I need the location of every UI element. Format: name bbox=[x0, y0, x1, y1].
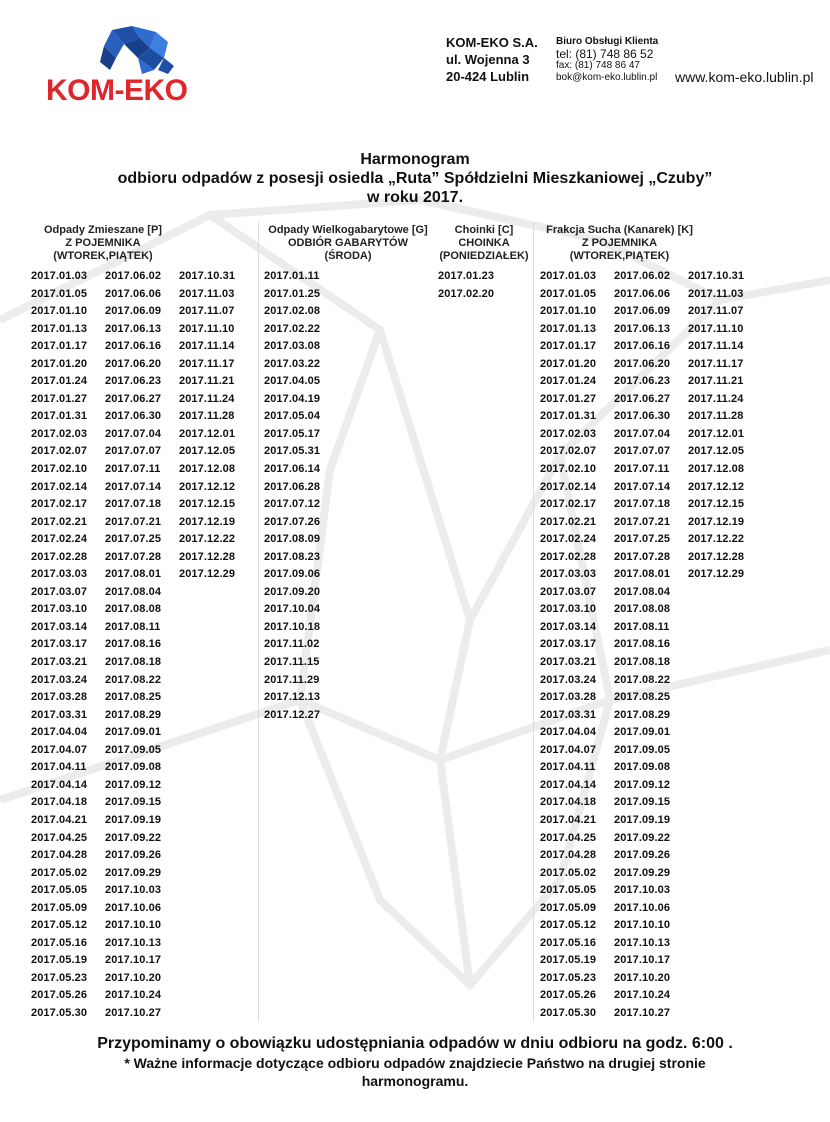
pickup-date: 2017.11.28 bbox=[688, 410, 744, 423]
pickup-date: 2017.07.04 bbox=[105, 427, 162, 440]
pickup-date: 2017.03.31 bbox=[31, 708, 88, 721]
pickup-date: 2017.12.29 bbox=[179, 568, 236, 581]
column-mixed-waste bbox=[28, 224, 253, 1023]
pickup-date: 2017.04.25 bbox=[31, 831, 88, 844]
date-column bbox=[438, 268, 494, 303]
pickup-date: 2017.03.24 bbox=[31, 673, 88, 686]
pickup-date: 2017.08.23 bbox=[264, 550, 321, 563]
pickup-date: 2017.01.11 bbox=[264, 270, 320, 282]
column-dry-fraction bbox=[537, 224, 762, 1023]
pickup-date: 2017.06.06 bbox=[614, 287, 671, 300]
pickup-date: 2017.05.23 bbox=[540, 971, 597, 984]
office-title: Biuro Obsługi Klienta bbox=[556, 36, 659, 47]
pickup-date: 2017.04.19 bbox=[264, 392, 321, 405]
footer-info-line: * Ważne informacje dotyczące odbioru odpadów znajdziecie Państwo na drugiej stronie bbox=[124, 1055, 706, 1071]
pickup-date: 2017.02.28 bbox=[31, 550, 88, 563]
pickup-date: 2017.08.22 bbox=[105, 673, 162, 686]
pickup-date: 2017.04.18 bbox=[31, 796, 88, 809]
pickup-date: 2017.04.14 bbox=[31, 778, 88, 791]
elephant-logo-icon bbox=[98, 24, 178, 76]
pickup-date: 2017.12.19 bbox=[179, 515, 236, 528]
pickup-date: 2017.05.02 bbox=[31, 866, 88, 879]
footer-reminder: Przypominamy o obowiązku udostępniania odpadów w dniu odbioru na godz. 6:00 . bbox=[97, 1035, 733, 1052]
pickup-date: 2017.11.10 bbox=[688, 322, 744, 335]
date-column bbox=[540, 268, 614, 1023]
pickup-date: 2017.10.10 bbox=[105, 919, 162, 932]
pickup-date: 2017.05.19 bbox=[31, 954, 88, 967]
pickup-date: 2017.01.31 bbox=[540, 410, 597, 423]
pickup-date: 2017.10.13 bbox=[105, 936, 162, 949]
pickup-date: 2017.12.12 bbox=[179, 480, 236, 493]
pickup-date: 2017.05.09 bbox=[31, 901, 88, 914]
pickup-date: 2017.01.05 bbox=[31, 287, 88, 300]
pickup-date: 2017.09.05 bbox=[105, 743, 162, 756]
pickup-date: 2017.08.22 bbox=[614, 673, 671, 686]
header bbox=[0, 0, 830, 130]
pickup-date: 2017.07.21 bbox=[614, 515, 671, 528]
column-christmas-trees bbox=[436, 224, 532, 303]
office-fax: fax: (81) 748 86 47 bbox=[556, 60, 640, 71]
pickup-date: 2017.10.27 bbox=[105, 1006, 162, 1019]
pickup-date: 2017.02.14 bbox=[540, 480, 597, 493]
pickup-date: 2017.02.20 bbox=[438, 287, 495, 300]
column-divider bbox=[533, 222, 534, 1022]
pickup-date: 2017.08.16 bbox=[614, 638, 671, 651]
pickup-date: 2017.12.08 bbox=[179, 463, 236, 476]
pickup-date: 2017.12.05 bbox=[688, 445, 745, 458]
company-city: 20-424 Lublin bbox=[446, 69, 530, 84]
pickup-date: 2017.02.07 bbox=[31, 445, 88, 458]
pickup-date: 2017.01.10 bbox=[540, 305, 597, 318]
pickup-date: 2017.10.06 bbox=[614, 901, 671, 914]
column-header: Odpady Wielkogabarytowe [G] ODBIÓR GABARYTÓW (ŚRODA) bbox=[268, 224, 428, 262]
pickup-date: 2017.07.07 bbox=[614, 445, 671, 458]
pickup-date: 2017.12.15 bbox=[179, 498, 236, 511]
pickup-date: 2017.01.23 bbox=[438, 270, 495, 282]
pickup-date: 2017.03.17 bbox=[31, 638, 88, 651]
pickup-date: 2017.09.01 bbox=[614, 726, 671, 739]
pickup-date: 2017.01.05 bbox=[540, 287, 597, 300]
pickup-date: 2017.08.08 bbox=[614, 603, 671, 616]
pickup-date: 2017.10.20 bbox=[614, 971, 671, 984]
document-title bbox=[0, 150, 830, 207]
pickup-date: 2017.09.05 bbox=[614, 743, 671, 756]
pickup-date: 2017.04.07 bbox=[31, 743, 88, 756]
pickup-date: 2017.05.19 bbox=[540, 954, 597, 967]
pickup-date: 2017.02.17 bbox=[540, 498, 597, 511]
pickup-date: 2017.05.05 bbox=[540, 884, 597, 897]
pickup-date: 2017.11.21 bbox=[179, 375, 235, 388]
pickup-date: 2017.08.01 bbox=[105, 568, 162, 581]
logo-text: KOM-EKO bbox=[46, 74, 188, 107]
pickup-date: 2017.12.29 bbox=[688, 568, 745, 581]
pickup-date: 2017.09.08 bbox=[105, 761, 162, 774]
pickup-date: 2017.01.20 bbox=[31, 357, 88, 370]
pickup-date: 2017.10.03 bbox=[105, 884, 162, 897]
footer-info-line-end: harmonogramu. bbox=[361, 1073, 469, 1089]
column-divider bbox=[258, 222, 259, 1022]
pickup-date: 2017.04.05 bbox=[264, 375, 321, 388]
pickup-date: 2017.04.11 bbox=[31, 761, 87, 774]
pickup-date: 2017.06.27 bbox=[614, 392, 671, 405]
pickup-date: 2017.04.21 bbox=[540, 813, 597, 826]
pickup-date: 2017.04.14 bbox=[540, 778, 597, 791]
pickup-date: 2017.12.01 bbox=[688, 427, 745, 440]
pickup-date: 2017.10.13 bbox=[614, 936, 671, 949]
pickup-date: 2017.08.11 bbox=[105, 620, 161, 633]
pickup-date: 2017.05.30 bbox=[31, 1006, 88, 1019]
pickup-date: 2017.09.26 bbox=[105, 849, 162, 862]
pickup-date: 2017.10.17 bbox=[105, 954, 162, 967]
pickup-date: 2017.07.12 bbox=[264, 498, 321, 511]
date-list bbox=[438, 268, 532, 303]
pickup-date: 2017.11.17 bbox=[179, 357, 235, 370]
pickup-date: 2017.08.25 bbox=[105, 691, 162, 704]
pickup-date: 2017.12.22 bbox=[179, 533, 236, 546]
pickup-date: 2017.02.14 bbox=[31, 480, 88, 493]
pickup-date: 2017.10.06 bbox=[105, 901, 162, 914]
office-email[interactable]: bok@kom-eko.lublin.pl bbox=[556, 72, 658, 83]
pickup-date: 2017.09.08 bbox=[614, 761, 671, 774]
pickup-date: 2017.02.28 bbox=[540, 550, 597, 563]
pickup-date: 2017.06.16 bbox=[614, 340, 671, 353]
pickup-date: 2017.09.15 bbox=[614, 796, 671, 809]
pickup-date: 2017.02.10 bbox=[31, 463, 88, 476]
company-address bbox=[446, 34, 538, 85]
pickup-date: 2017.07.11 bbox=[105, 463, 161, 476]
pickup-date: 2017.07.11 bbox=[614, 463, 670, 476]
pickup-date: 2017.10.04 bbox=[264, 603, 321, 616]
pickup-date: 2017.07.26 bbox=[264, 515, 321, 528]
pickup-date: 2017.04.25 bbox=[540, 831, 597, 844]
column-bulky-waste bbox=[262, 224, 434, 724]
pickup-date: 2017.08.09 bbox=[264, 533, 321, 546]
pickup-date: 2017.01.25 bbox=[264, 287, 321, 300]
pickup-date: 2017.08.01 bbox=[614, 568, 671, 581]
pickup-date: 2017.05.04 bbox=[264, 410, 321, 423]
pickup-date: 2017.07.25 bbox=[614, 533, 671, 546]
pickup-date: 2017.01.31 bbox=[31, 410, 88, 423]
pickup-date: 2017.02.07 bbox=[540, 445, 597, 458]
pickup-date: 2017.08.08 bbox=[105, 603, 162, 616]
column-header: Odpady Zmieszane [P] Z POJEMNIKA (WTOREK,PIĄTEK) bbox=[44, 224, 162, 262]
pickup-date: 2017.04.11 bbox=[540, 761, 596, 774]
pickup-date: 2017.02.03 bbox=[31, 427, 88, 440]
pickup-date: 2017.09.19 bbox=[105, 813, 162, 826]
title-line-3: w roku 2017. bbox=[366, 189, 464, 206]
pickup-date: 2017.01.10 bbox=[31, 305, 88, 318]
pickup-date: 2017.02.22 bbox=[264, 322, 321, 335]
title-line-1: Harmonogram bbox=[360, 151, 470, 168]
pickup-date: 2017.09.26 bbox=[614, 849, 671, 862]
pickup-date: 2017.11.03 bbox=[179, 287, 235, 300]
pickup-date: 2017.06.30 bbox=[105, 410, 162, 423]
pickup-date: 2017.09.29 bbox=[105, 866, 162, 879]
pickup-date: 2017.10.18 bbox=[264, 620, 321, 633]
pickup-date: 2017.05.17 bbox=[264, 427, 321, 440]
pickup-date: 2017.11.17 bbox=[688, 357, 744, 370]
pickup-date: 2017.08.18 bbox=[105, 656, 162, 669]
pickup-date: 2017.04.28 bbox=[540, 849, 597, 862]
pickup-date: 2017.11.15 bbox=[264, 656, 320, 669]
pickup-date: 2017.11.24 bbox=[179, 392, 235, 405]
pickup-date: 2017.01.03 bbox=[31, 270, 88, 282]
pickup-date: 2017.07.28 bbox=[105, 550, 162, 563]
pickup-date: 2017.10.17 bbox=[614, 954, 671, 967]
pickup-date: 2017.02.24 bbox=[540, 533, 597, 546]
pickup-date: 2017.07.21 bbox=[105, 515, 162, 528]
pickup-date: 2017.11.07 bbox=[688, 305, 744, 318]
pickup-date: 2017.05.05 bbox=[31, 884, 88, 897]
pickup-date: 2017.09.29 bbox=[614, 866, 671, 879]
pickup-date: 2017.01.27 bbox=[31, 392, 88, 405]
pickup-date: 2017.08.04 bbox=[105, 585, 162, 598]
pickup-date: 2017.01.17 bbox=[31, 340, 88, 353]
pickup-date: 2017.11.21 bbox=[688, 375, 744, 388]
date-list bbox=[540, 268, 762, 1023]
pickup-date: 2017.06.20 bbox=[105, 357, 162, 370]
pickup-date: 2017.10.10 bbox=[614, 919, 671, 932]
pickup-date: 2017.03.31 bbox=[540, 708, 597, 721]
pickup-date: 2017.01.17 bbox=[540, 340, 597, 353]
pickup-date: 2017.12.12 bbox=[688, 480, 745, 493]
pickup-date: 2017.05.30 bbox=[540, 1006, 597, 1019]
pickup-date: 2017.03.03 bbox=[31, 568, 88, 581]
pickup-date: 2017.10.24 bbox=[614, 989, 671, 1002]
pickup-date: 2017.06.30 bbox=[614, 410, 671, 423]
pickup-date: 2017.01.24 bbox=[31, 375, 88, 388]
pickup-date: 2017.08.18 bbox=[614, 656, 671, 669]
pickup-date: 2017.06.09 bbox=[105, 305, 162, 318]
pickup-date: 2017.09.22 bbox=[614, 831, 671, 844]
pickup-date: 2017.05.12 bbox=[540, 919, 597, 932]
pickup-date: 2017.12.05 bbox=[179, 445, 236, 458]
pickup-date: 2017.04.21 bbox=[31, 813, 88, 826]
date-list bbox=[31, 268, 253, 1023]
office-phone: tel: (81) 748 86 52 bbox=[556, 47, 654, 61]
pickup-date: 2017.06.02 bbox=[105, 270, 162, 282]
date-list bbox=[264, 268, 434, 724]
pickup-date: 2017.03.07 bbox=[540, 585, 597, 598]
website-link[interactable]: www.kom-eko.lublin.pl bbox=[675, 69, 814, 85]
date-column bbox=[31, 268, 105, 1023]
pickup-date: 2017.11.28 bbox=[179, 410, 235, 423]
pickup-date: 2017.09.15 bbox=[105, 796, 162, 809]
pickup-date: 2017.05.23 bbox=[31, 971, 88, 984]
pickup-date: 2017.05.26 bbox=[31, 989, 88, 1002]
pickup-date: 2017.05.02 bbox=[540, 866, 597, 879]
pickup-date: 2017.11.10 bbox=[179, 322, 235, 335]
pickup-date: 2017.11.24 bbox=[688, 392, 744, 405]
pickup-date: 2017.03.10 bbox=[31, 603, 88, 616]
pickup-date: 2017.06.02 bbox=[614, 270, 671, 282]
pickup-date: 2017.05.26 bbox=[540, 989, 597, 1002]
pickup-date: 2017.06.13 bbox=[105, 322, 162, 335]
pickup-date: 2017.07.18 bbox=[105, 498, 162, 511]
pickup-date: 2017.01.13 bbox=[31, 322, 88, 335]
pickup-date: 2017.11.14 bbox=[688, 340, 744, 353]
pickup-date: 2017.03.10 bbox=[540, 603, 597, 616]
pickup-date: 2017.10.27 bbox=[614, 1006, 671, 1019]
pickup-date: 2017.12.22 bbox=[688, 533, 745, 546]
pickup-date: 2017.03.03 bbox=[540, 568, 597, 581]
pickup-date: 2017.06.28 bbox=[264, 480, 321, 493]
pickup-date: 2017.05.31 bbox=[264, 445, 321, 458]
pickup-date: 2017.12.01 bbox=[179, 427, 236, 440]
pickup-date: 2017.11.29 bbox=[264, 673, 320, 686]
pickup-date: 2017.10.31 bbox=[179, 270, 236, 282]
pickup-date: 2017.06.09 bbox=[614, 305, 671, 318]
pickup-date: 2017.02.08 bbox=[264, 305, 321, 318]
pickup-date: 2017.03.14 bbox=[31, 620, 88, 633]
date-column bbox=[688, 268, 762, 1023]
pickup-date: 2017.09.12 bbox=[614, 778, 671, 791]
company-name: KOM-EKO S.A. bbox=[446, 35, 538, 50]
pickup-date: 2017.03.28 bbox=[31, 691, 88, 704]
pickup-date: 2017.03.24 bbox=[540, 673, 597, 686]
pickup-date: 2017.06.23 bbox=[105, 375, 162, 388]
date-column bbox=[179, 268, 253, 1023]
footer-notice bbox=[0, 1034, 830, 1090]
pickup-date: 2017.02.21 bbox=[540, 515, 597, 528]
pickup-date: 2017.04.04 bbox=[540, 726, 597, 739]
pickup-date: 2017.01.03 bbox=[540, 270, 597, 282]
pickup-date: 2017.01.20 bbox=[540, 357, 597, 370]
pickup-date: 2017.06.06 bbox=[105, 287, 162, 300]
pickup-date: 2017.04.18 bbox=[540, 796, 597, 809]
pickup-date: 2017.03.21 bbox=[31, 656, 88, 669]
pickup-date: 2017.07.25 bbox=[105, 533, 162, 546]
date-column bbox=[614, 268, 688, 1023]
pickup-date: 2017.12.13 bbox=[264, 691, 321, 704]
column-header: Choinki [C] CHOINKA (PONIEDZIAŁEK) bbox=[439, 224, 529, 262]
pickup-date: 2017.07.14 bbox=[105, 480, 162, 493]
pickup-date: 2017.01.13 bbox=[540, 322, 597, 335]
pickup-date: 2017.09.19 bbox=[614, 813, 671, 826]
pickup-date: 2017.09.22 bbox=[105, 831, 162, 844]
pickup-date: 2017.06.16 bbox=[105, 340, 162, 353]
pickup-date: 2017.06.23 bbox=[614, 375, 671, 388]
date-column bbox=[105, 268, 179, 1023]
pickup-date: 2017.05.12 bbox=[31, 919, 88, 932]
customer-office bbox=[556, 36, 658, 84]
pickup-date: 2017.11.07 bbox=[179, 305, 235, 318]
pickup-date: 2017.03.07 bbox=[31, 585, 88, 598]
pickup-date: 2017.03.22 bbox=[264, 357, 321, 370]
column-header: Frakcja Sucha (Kanarek) [K] Z POJEMNIKA (WTOREK,PIĄTEK) bbox=[546, 224, 693, 262]
company-street: ul. Wojenna 3 bbox=[446, 52, 530, 67]
pickup-date: 2017.12.27 bbox=[264, 708, 321, 721]
pickup-date: 2017.11.03 bbox=[688, 287, 744, 300]
pickup-date: 2017.02.03 bbox=[540, 427, 597, 440]
pickup-date: 2017.05.09 bbox=[540, 901, 597, 914]
pickup-date: 2017.11.14 bbox=[179, 340, 235, 353]
pickup-date: 2017.05.16 bbox=[31, 936, 88, 949]
pickup-date: 2017.01.27 bbox=[540, 392, 597, 405]
pickup-date: 2017.06.20 bbox=[614, 357, 671, 370]
pickup-date: 2017.07.18 bbox=[614, 498, 671, 511]
pickup-date: 2017.10.24 bbox=[105, 989, 162, 1002]
pickup-date: 2017.09.12 bbox=[105, 778, 162, 791]
pickup-date: 2017.08.16 bbox=[105, 638, 162, 651]
pickup-date: 2017.02.17 bbox=[31, 498, 88, 511]
pickup-date: 2017.08.29 bbox=[105, 708, 162, 721]
pickup-date: 2017.08.11 bbox=[614, 620, 670, 633]
pickup-date: 2017.10.20 bbox=[105, 971, 162, 984]
pickup-date: 2017.12.19 bbox=[688, 515, 745, 528]
pickup-date: 2017.02.21 bbox=[31, 515, 88, 528]
pickup-date: 2017.01.24 bbox=[540, 375, 597, 388]
pickup-date: 2017.04.07 bbox=[540, 743, 597, 756]
pickup-date: 2017.12.28 bbox=[179, 550, 236, 563]
pickup-date: 2017.08.25 bbox=[614, 691, 671, 704]
pickup-date: 2017.07.04 bbox=[614, 427, 671, 440]
pickup-date: 2017.04.28 bbox=[31, 849, 88, 862]
company-logo bbox=[40, 24, 230, 116]
pickup-date: 2017.03.14 bbox=[540, 620, 597, 633]
pickup-date: 2017.12.15 bbox=[688, 498, 745, 511]
pickup-date: 2017.08.29 bbox=[614, 708, 671, 721]
date-column bbox=[264, 268, 320, 724]
pickup-date: 2017.09.01 bbox=[105, 726, 162, 739]
pickup-date: 2017.02.24 bbox=[31, 533, 88, 546]
pickup-date: 2017.09.20 bbox=[264, 585, 321, 598]
pickup-date: 2017.09.06 bbox=[264, 568, 321, 581]
pickup-date: 2017.10.31 bbox=[688, 270, 745, 282]
pickup-date: 2017.05.16 bbox=[540, 936, 597, 949]
pickup-date: 2017.04.04 bbox=[31, 726, 88, 739]
pickup-date: 2017.08.04 bbox=[614, 585, 671, 598]
pickup-date: 2017.03.08 bbox=[264, 340, 321, 353]
pickup-date: 2017.06.14 bbox=[264, 463, 321, 476]
pickup-date: 2017.11.02 bbox=[264, 638, 320, 651]
pickup-date: 2017.07.28 bbox=[614, 550, 671, 563]
title-line-2: odbioru odpadów z posesji osiedla „Ruta” Spółdzielni Mieszkaniowej „Czuby” bbox=[117, 170, 713, 187]
pickup-date: 2017.06.13 bbox=[614, 322, 671, 335]
pickup-date: 2017.12.08 bbox=[688, 463, 745, 476]
pickup-date: 2017.03.17 bbox=[540, 638, 597, 651]
pickup-date: 2017.10.03 bbox=[614, 884, 671, 897]
pickup-date: 2017.12.28 bbox=[688, 550, 745, 563]
pickup-date: 2017.02.10 bbox=[540, 463, 597, 476]
pickup-date: 2017.03.21 bbox=[540, 656, 597, 669]
pickup-date: 2017.03.28 bbox=[540, 691, 597, 704]
pickup-date: 2017.06.27 bbox=[105, 392, 162, 405]
pickup-date: 2017.07.14 bbox=[614, 480, 671, 493]
pickup-date: 2017.07.07 bbox=[105, 445, 162, 458]
